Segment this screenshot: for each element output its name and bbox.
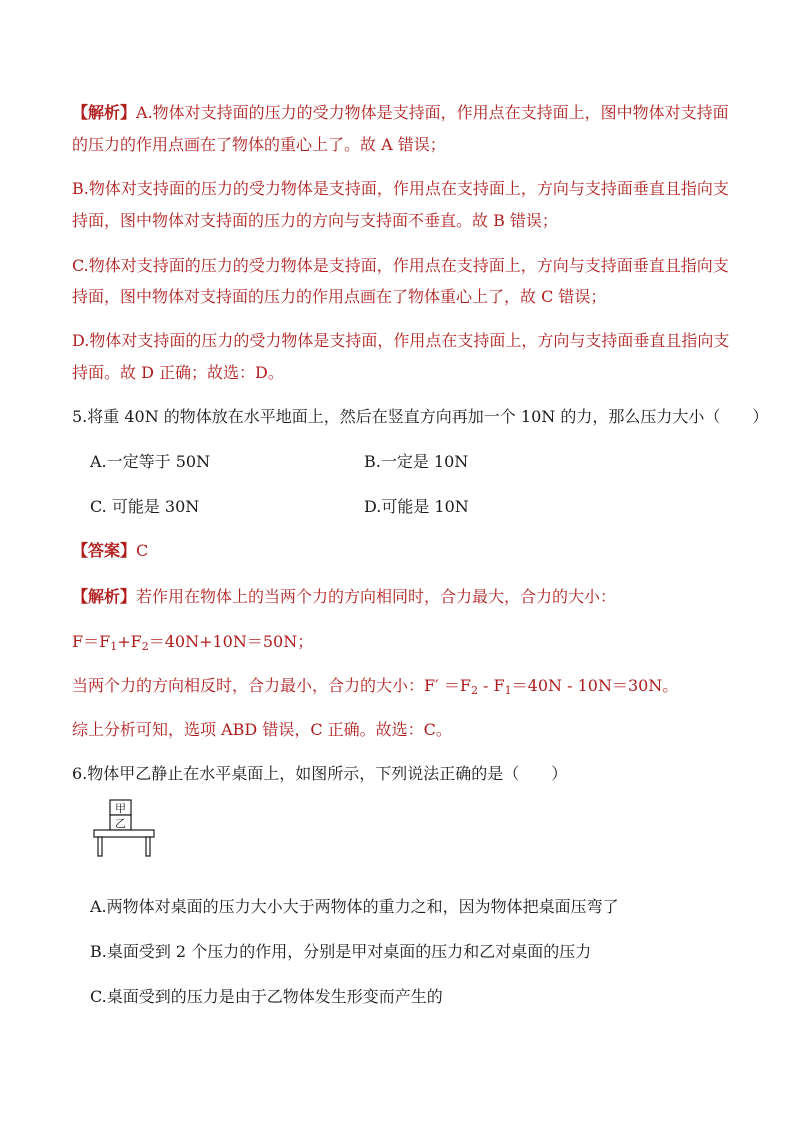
answer-value: C xyxy=(136,541,149,560)
table-leg-left xyxy=(98,837,102,856)
table-leg-right xyxy=(146,837,150,856)
q6-option-c: C.桌面受到的压力是由于乙物体发生形变而产生的 xyxy=(90,987,443,1006)
q5-option-a: A.一定等于 50N xyxy=(90,452,211,471)
q4-analysis-c-line2: 持面，图中物体对支持面的压力的作用点画在了物体重心上了，故 C 错误； xyxy=(72,287,607,306)
q6-option-b: B.桌面受到 2 个压力的作用，分别是甲对桌面的压力和乙对桌面的压力 xyxy=(90,942,592,961)
analysis-tag: 【解析】 xyxy=(72,587,137,606)
q4-analysis-b-line2: 持面，图中物体对支持面的压力的方向与支持面不垂直。故 B 错误； xyxy=(72,211,558,230)
label-jia: 甲 xyxy=(115,802,126,815)
q6-stem: 6.物体甲乙静止在水平桌面上，如图所示，下列说法正确的是（ ） xyxy=(72,764,568,783)
table-top xyxy=(94,830,154,837)
q5-option-c: C. 可能是 30N xyxy=(90,497,200,516)
analysis-tag: 【解析】 xyxy=(72,103,137,122)
q5-analysis-line3: 当两个力的方向相反时，合力最小，合力的大小：$F' =F_2 - F_1=40N - 10N=30N$。 xyxy=(72,676,679,697)
q4-analysis-c-line1: C.物体对支持面的压力的受力物体是支持面，作用点在支持面上，方向与支持面垂直且指向支 xyxy=(72,256,729,275)
q4-analysis-d-line2: 持面。故 D 正确；故选：D。 xyxy=(72,363,284,382)
q4-analysis-a-line1: 【解析】A.物体对支持面的压力的受力物体是支持面，作用点在支持面上，图中物体对支持面 xyxy=(72,103,729,122)
q4-analysis-b-line1: B.物体对支持面的压力的受力物体是支持面，作用点在支持面上，方向与支持面垂直且指向支 xyxy=(72,179,729,198)
table-diagram xyxy=(92,799,156,857)
q5-analysis-line1: 【解析】若作用在物体上的当两个力的方向相同时，合力最大，合力的大小： xyxy=(72,587,617,606)
q5-conclusion: 综上分析可知，选项 ABD 错误，C 正确。故选：C。 xyxy=(72,720,452,739)
q5-formula1: $F=F_1+F_2=40N+10N=50N$； xyxy=(72,632,314,653)
q5-stem: 5.将重 40N 的物体放在水平地面上，然后在竖直方向再加一个 10N 的力，那么压力大小（ ） xyxy=(72,407,769,426)
q6-option-a: A.两物体对桌面的压力大小大于两物体的重力之和，因为物体把桌面压弯了 xyxy=(90,897,619,916)
label-yi: 乙 xyxy=(115,817,126,830)
table-figure xyxy=(92,799,156,857)
q4-analysis-a-line2: 的压力的作用点画在了物体的重心上了。故 A 错误； xyxy=(72,135,446,154)
q5-answer xyxy=(72,538,148,561)
answer-tag: 【答案】 xyxy=(72,541,137,560)
q5-option-b: B.一定是 10N xyxy=(364,452,469,471)
q4-analysis-d-line1: D.物体对支持面的压力的受力物体是支持面，作用点在支持面上，方向与支持面垂直且指向支 xyxy=(72,331,730,350)
q5-option-d: D.可能是 10N xyxy=(364,497,469,516)
